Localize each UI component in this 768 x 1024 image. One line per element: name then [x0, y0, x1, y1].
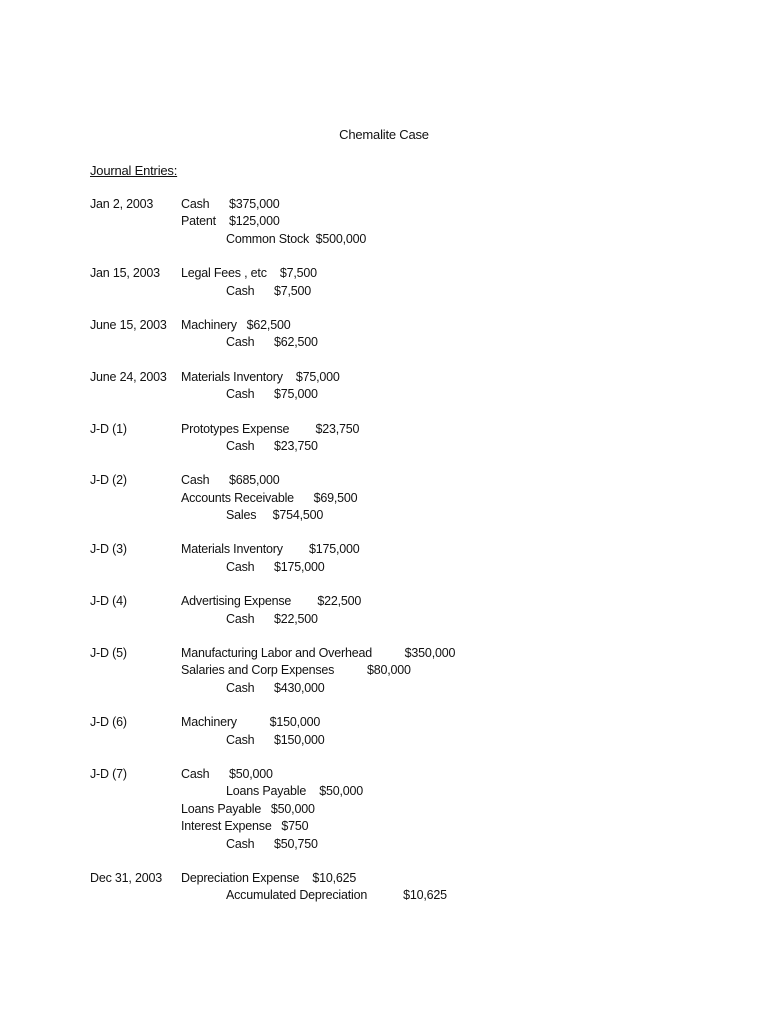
debit-line — [0, 421, 768, 438]
credit-line — [0, 438, 768, 455]
account-line-text: Manufacturing Labor and Overhead $350,000 — [181, 646, 456, 661]
credit-line — [0, 611, 768, 628]
account-line-text: Depreciation Expense $10,625 — [181, 870, 357, 885]
entry-date: J-D (2) — [90, 473, 127, 488]
journal-entry — [0, 421, 768, 456]
account-line-text: Materials Inventory $75,000 — [181, 369, 340, 384]
account-line-text: Cash $62,500 — [226, 335, 318, 350]
journal-entry — [0, 472, 768, 524]
credit-line — [0, 386, 768, 403]
credit-line — [0, 334, 768, 351]
entry-date: J-D (4) — [90, 594, 127, 609]
entry-date: J-D (6) — [90, 715, 127, 730]
debit-line — [0, 317, 768, 334]
account-line-text: Prototypes Expense $23,750 — [181, 421, 360, 436]
account-line-text: Accumulated Depreciation $10,625 — [226, 888, 447, 903]
journal-entry — [0, 593, 768, 628]
debit-line — [0, 801, 768, 818]
debit-line — [0, 818, 768, 835]
credit-line — [0, 680, 768, 697]
account-line-text: Cash $175,000 — [226, 559, 325, 574]
journal-entry — [0, 766, 768, 853]
account-line-text: Cash $23,750 — [226, 438, 318, 453]
entry-date: Jan 15, 2003 — [90, 266, 160, 281]
debit-line — [0, 870, 768, 887]
credit-line — [0, 231, 768, 248]
debit-line — [0, 196, 768, 213]
credit-line — [0, 559, 768, 576]
entry-date: June 15, 2003 — [90, 317, 167, 332]
account-line-text: Advertising Expense $22,500 — [181, 594, 362, 609]
debit-line — [0, 369, 768, 386]
credit-line — [0, 283, 768, 300]
account-line-text: Cash $75,000 — [226, 387, 318, 402]
journal-entry — [0, 317, 768, 352]
journal-entry — [0, 714, 768, 749]
entry-date: J-D (7) — [90, 766, 127, 781]
account-line-text: Sales $754,500 — [226, 508, 324, 523]
credit-line — [0, 507, 768, 524]
entry-date: J-D (5) — [90, 646, 127, 661]
entry-date: Jan 2, 2003 — [90, 197, 154, 211]
account-line-text: Cash $50,000 — [181, 766, 273, 781]
debit-line — [0, 714, 768, 731]
entry-date: June 24, 2003 — [90, 369, 167, 384]
journal-entry — [0, 265, 768, 300]
account-line-text: Legal Fees , etc $7,500 — [181, 266, 317, 281]
account-line-text: Machinery $150,000 — [181, 715, 321, 730]
credit-line — [0, 783, 768, 800]
debit-line — [0, 662, 768, 679]
account-line-text: Cash $430,000 — [226, 680, 325, 695]
debit-line — [0, 766, 768, 783]
account-line-text: Common Stock $500,000 — [226, 231, 367, 246]
journal-entry — [0, 541, 768, 576]
account-line-text: Loans Payable $50,000 — [181, 801, 315, 816]
account-line-text: Accounts Receivable $69,500 — [181, 490, 358, 505]
journal-entry — [0, 645, 768, 697]
account-line-text: Cash $7,500 — [226, 283, 312, 298]
account-line-text: Materials Inventory $175,000 — [181, 542, 360, 557]
account-line-text: Patent $125,000 — [181, 214, 280, 229]
account-line-text: Cash $375,000 — [181, 197, 280, 211]
account-line-text: Interest Expense $750 — [181, 819, 309, 834]
credit-line — [0, 887, 768, 904]
account-line-text: Cash $50,750 — [226, 836, 318, 851]
account-line-text: Cash $150,000 — [226, 732, 325, 747]
entry-date: J-D (1) — [90, 421, 127, 436]
account-line-text: Cash $685,000 — [181, 473, 280, 488]
account-line-text: Machinery $62,500 — [181, 317, 291, 332]
debit-line — [0, 541, 768, 558]
credit-line — [0, 836, 768, 853]
document-title: Chemalite Case — [339, 127, 429, 142]
debit-line — [0, 490, 768, 507]
debit-line — [0, 472, 768, 489]
journal-entry — [0, 369, 768, 404]
account-line-text: Salaries and Corp Expenses $80,000 — [181, 663, 411, 678]
debit-line — [0, 265, 768, 282]
debit-line — [0, 593, 768, 610]
section-heading: Journal Entries: — [90, 163, 178, 178]
entry-date: Dec 31, 2003 — [90, 870, 162, 885]
credit-line — [0, 732, 768, 749]
journal-entry — [0, 870, 768, 905]
account-line-text: Loans Payable $50,000 — [226, 784, 363, 799]
journal-entries — [0, 196, 768, 922]
entry-date: J-D (3) — [90, 542, 127, 557]
account-line-text: Cash $22,500 — [226, 611, 318, 626]
debit-line — [0, 213, 768, 230]
journal-entry — [0, 196, 768, 248]
debit-line — [0, 645, 768, 662]
